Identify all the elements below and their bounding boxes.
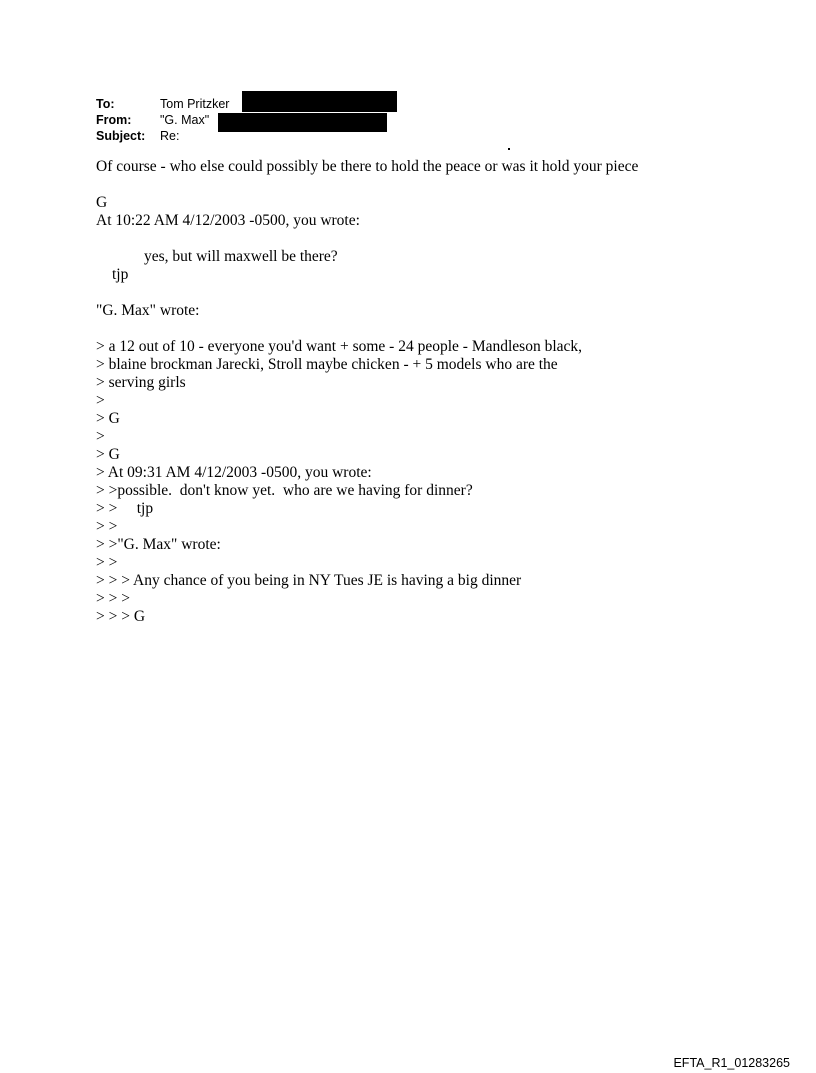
quoted-line: > At 09:31 AM 4/12/2003 -0500, you wrote: <box>96 464 372 481</box>
quoted-line: > > <box>96 554 118 571</box>
from-value: "G. Max" <box>160 113 210 127</box>
from-label: From: <box>96 113 132 127</box>
subject-label: Subject: <box>96 129 146 143</box>
attribution-line: At 10:22 AM 4/12/2003 -0500, you wrote: <box>96 212 360 229</box>
quoted-line: > <box>96 428 105 445</box>
quoted-line: > > tjp <box>96 500 154 517</box>
reply-line: yes, but will maxwell be there? <box>144 248 338 265</box>
quoted-line: > > > G <box>96 608 146 625</box>
quoted-line: > > > Any chance of you being in NY Tues JE is having a big dinner <box>96 572 522 589</box>
redaction-to <box>242 91 397 112</box>
attribution-line: "G. Max" wrote: <box>96 302 200 319</box>
quoted-line: > G <box>96 410 120 427</box>
quoted-line: > a 12 out of 10 - everyone you'd want + some - 24 people - Mandleson black, <box>96 338 583 355</box>
body-line: Of course - who else could possibly be there to hold the peace or was it hold your piece <box>96 158 639 175</box>
to-value: Tom Pritzker <box>160 97 230 111</box>
to-label: To: <box>96 97 115 111</box>
quoted-line: > > > <box>96 590 130 607</box>
quoted-line: > serving girls <box>96 374 186 391</box>
quoted-line: > G <box>96 446 120 463</box>
reply-signature: tjp <box>112 266 129 283</box>
signoff: G <box>96 194 108 211</box>
redaction-from <box>218 113 387 132</box>
quoted-block <box>96 338 786 626</box>
quoted-line: > <box>96 392 105 409</box>
quoted-line: > blaine brockman Jarecki, Stroll maybe chicken - + 5 models who are the <box>96 356 558 373</box>
document-id: EFTA_R1_01283265 <box>673 1056 790 1070</box>
subject-value: Re: <box>160 129 180 143</box>
stray-mark <box>508 148 510 150</box>
quoted-line: > >possible. don't know yet. who are we having for dinner? <box>96 482 473 499</box>
email-body <box>96 158 786 626</box>
quoted-line: > >"G. Max" wrote: <box>96 536 221 553</box>
quoted-line: > > <box>96 518 118 535</box>
